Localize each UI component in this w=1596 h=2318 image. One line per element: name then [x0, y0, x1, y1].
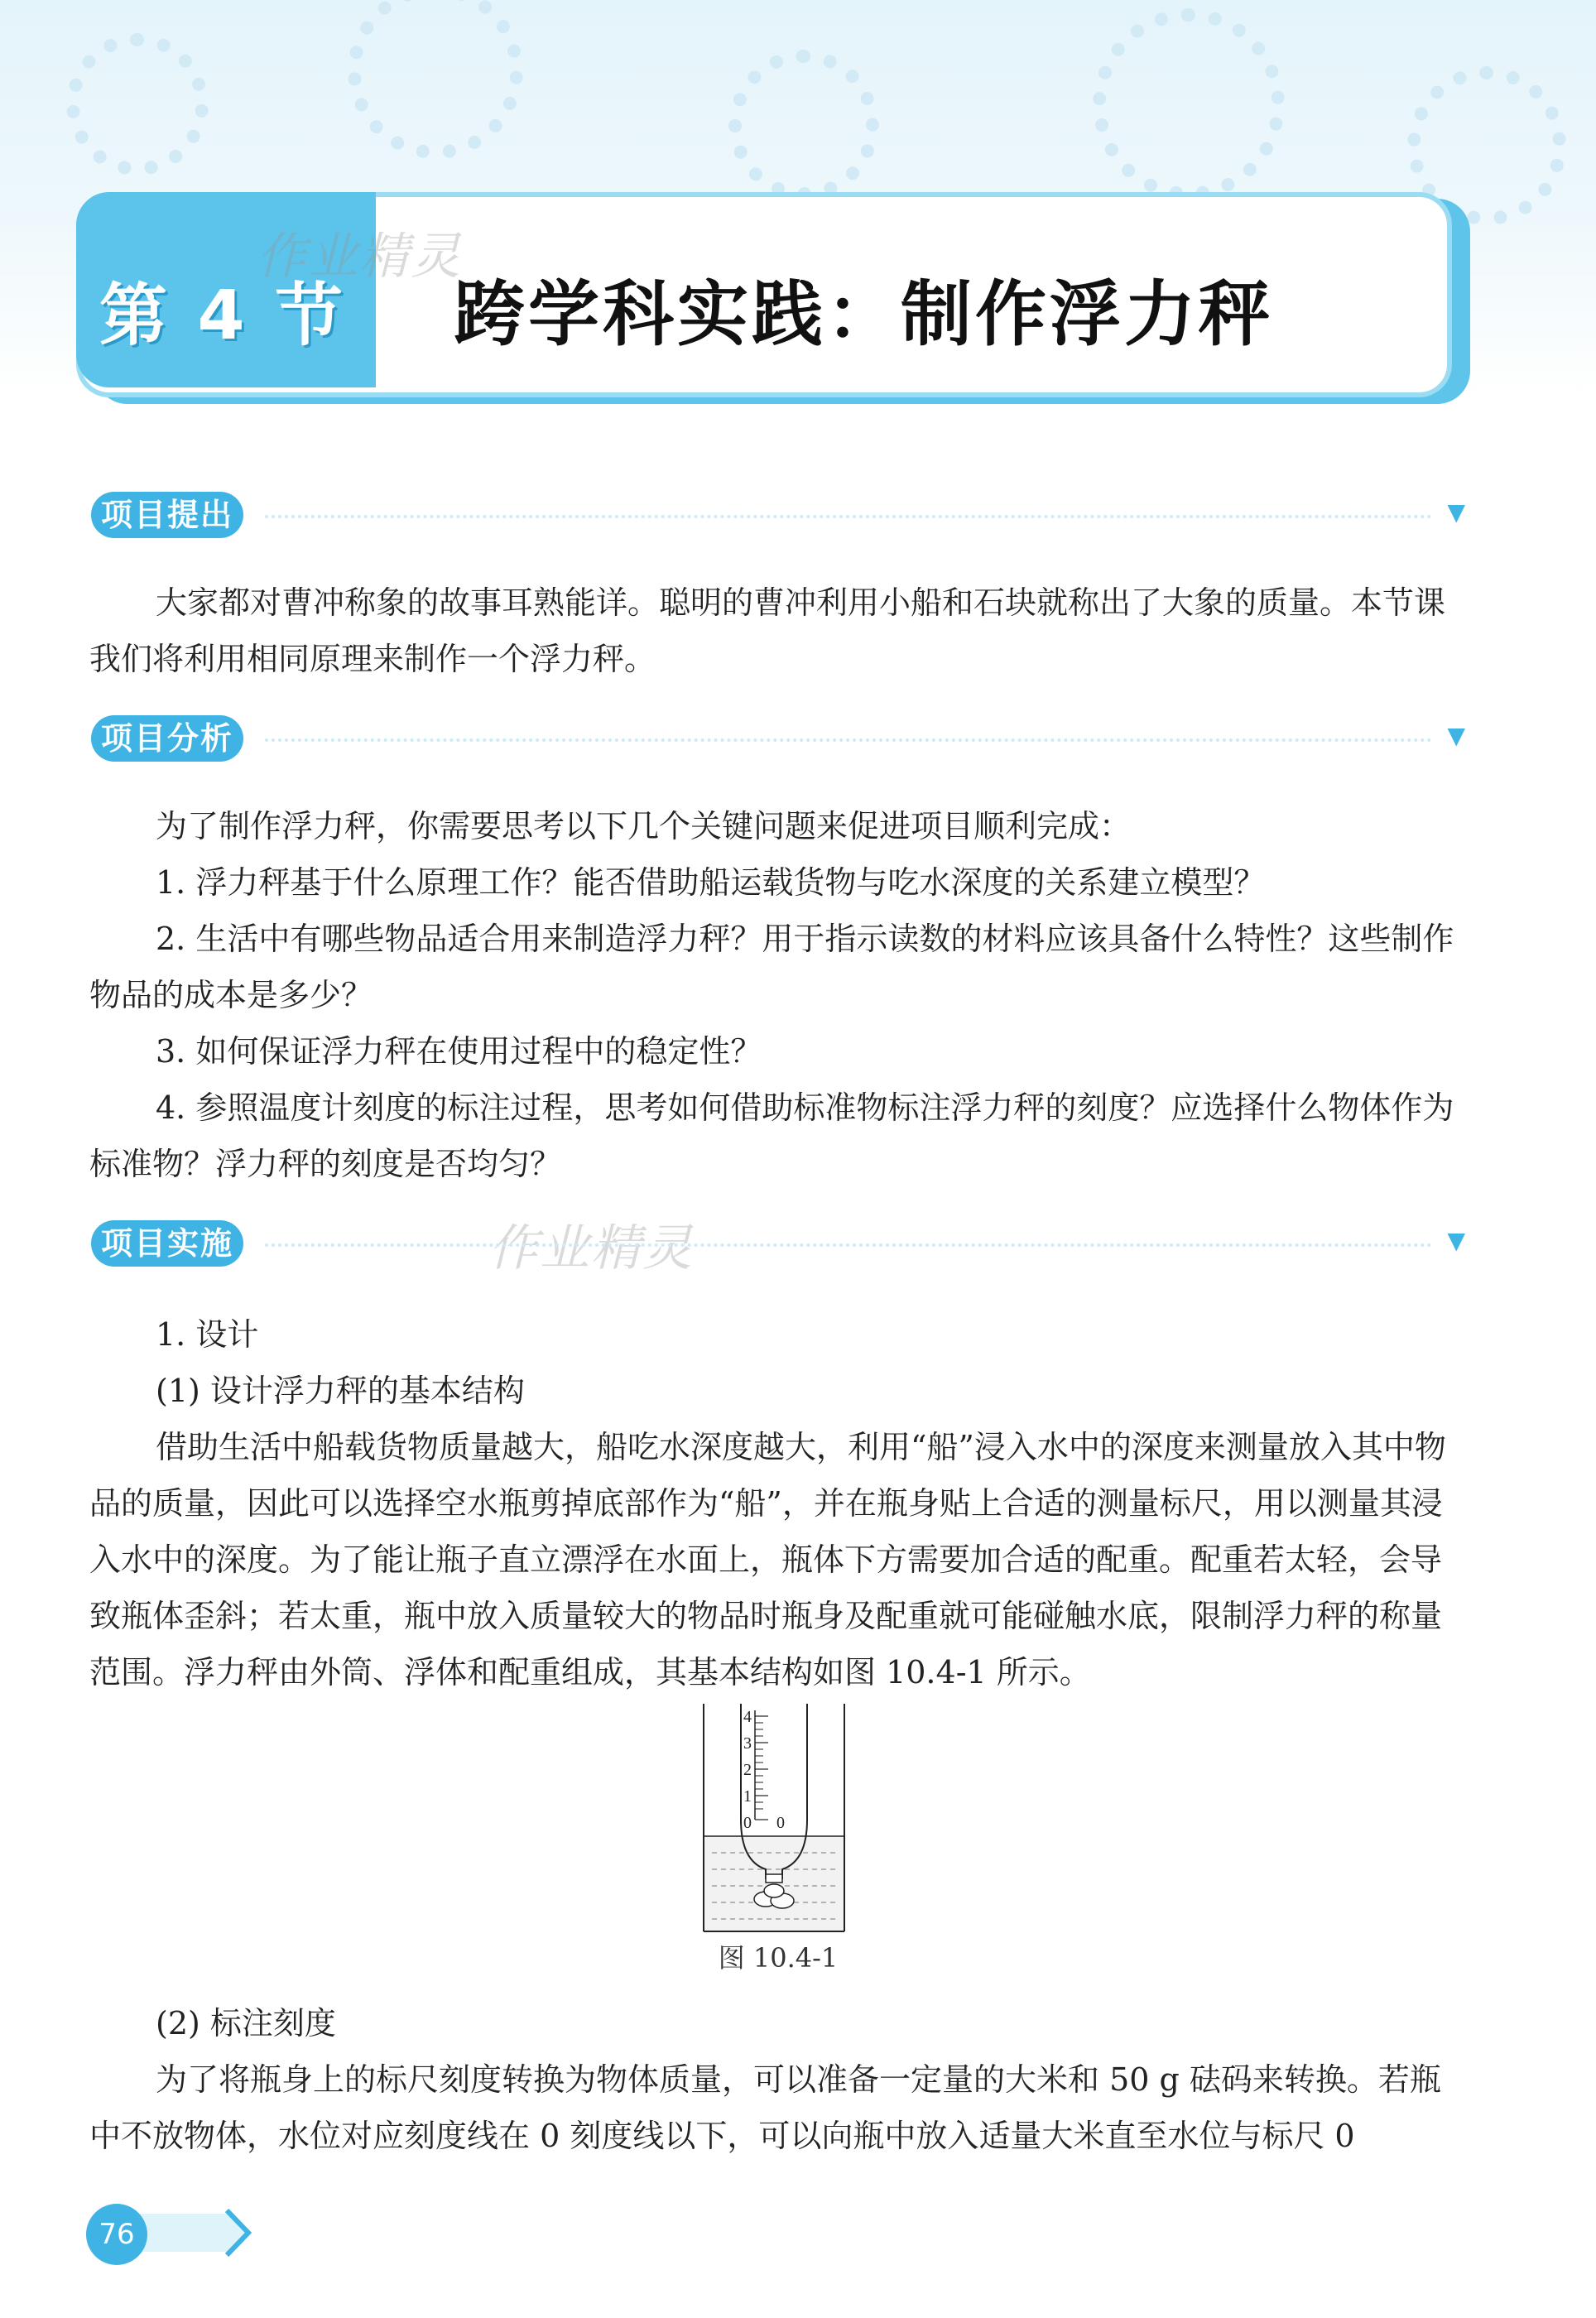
scale-label: 3: [743, 1734, 752, 1753]
divider: [265, 515, 1432, 518]
scale-label: 0: [743, 1814, 752, 1832]
watermark: 作业精灵: [257, 228, 462, 286]
gear-decoration: [1093, 8, 1285, 200]
float-scale-diagram: [695, 1704, 853, 1936]
watermark: 作业精灵: [488, 1219, 694, 1277]
scale-label: 4: [743, 1708, 752, 1726]
sub-heading: (1) 设计浮力秤的基本结构: [156, 1373, 525, 1409]
section-badge: 项目分析: [91, 715, 243, 762]
section-badge: 项目实施: [91, 1220, 243, 1267]
divider: [265, 1243, 1432, 1247]
gear-decoration: [728, 50, 879, 200]
divider: [265, 738, 1432, 742]
list-item: 3. 如何保证浮力秤在使用过程中的稳定性？: [156, 1033, 762, 1070]
step-heading: 1. 设计: [156, 1316, 259, 1353]
figure-caption: 图 10.4-1: [718, 1942, 839, 1974]
section-badge: 项目提出: [91, 492, 243, 538]
triangle-down-icon: ▼: [1447, 498, 1465, 526]
paragraph: 大家都对曹冲称象的故事耳熟能详。聪明的曹冲利用小船和石块就称出了大象的质量。本节课我们将利用相同原理来制作一个浮力秤。: [89, 584, 1446, 677]
section-number: 第 4 节: [99, 277, 347, 355]
triangle-down-icon: ▼: [1447, 1227, 1465, 1254]
gear-decoration: [348, 0, 523, 159]
paragraph: 为了制作浮力秤，你需要思考以下几个关键问题来促进项目顺利完成：: [156, 808, 1132, 844]
counterweight: [764, 1884, 784, 1897]
paragraph: 为了将瓶身上的标尺刻度转换为物体质量，可以准备一定量的大米和 50 g 砝码来转换。若瓶中不放物体，水位对应刻度线在 0 刻度线以下，可以向瓶中放入适量大米直至水位与标尺 0: [89, 2061, 1441, 2154]
section-heading-proposal: [91, 492, 1465, 541]
scale-label: 1: [743, 1787, 752, 1806]
paragraph: 借助生活中船载货物质量越大，船吃水深度越大，利用“船”浸入水中的深度来测量放入其中物品的质量，因此可以选择空水瓶剪掉底部作为“船”，并在瓶身贴上合适的测量标尺，用以测量其浸入水中的深度。为了能让瓶子直立漂浮在水面上，瓶体下方需要加合适的配重。配重若太轻，会导致瓶体歪斜；若太重，瓶中放入质量较大的物品时瓶身及配重就可能碰触水底，限制浮力秤的称量范围。浮力秤由外筒、浮体和配重组成，其基本结构如图 10.4-1 所示。: [89, 1429, 1446, 1690]
list-item: 1. 浮力秤基于什么原理工作？能否借助船运载货物与吃水深度的关系建立模型？: [156, 864, 1266, 901]
list-item: 2. 生活中有哪些物品适合用来制造浮力秤？用于指示读数的材料应该具备什么特性？这些制作物品的成本是多少？: [89, 921, 1454, 1013]
bottle-cap: [766, 1874, 782, 1883]
triangle-down-icon: ▼: [1447, 722, 1465, 749]
waterline-label: 0: [776, 1814, 785, 1832]
sub-heading: (2) 标注刻度: [156, 2005, 336, 2041]
section-heading-implementation: [91, 1220, 1465, 1270]
scale-label: 2: [743, 1761, 752, 1779]
list-item: 4. 参照温度计刻度的标注过程，思考如何借助标准物标注浮力秤的刻度？应选择什么物体作为标准物？浮力秤的刻度是否均匀？: [89, 1089, 1454, 1182]
page-title: 跨学科实践：制作浮力秤: [454, 273, 1273, 356]
water: [704, 1836, 844, 1931]
section-heading-analysis: [91, 715, 1465, 765]
page-number: 76: [86, 2204, 147, 2265]
gear-decoration: [66, 33, 209, 176]
